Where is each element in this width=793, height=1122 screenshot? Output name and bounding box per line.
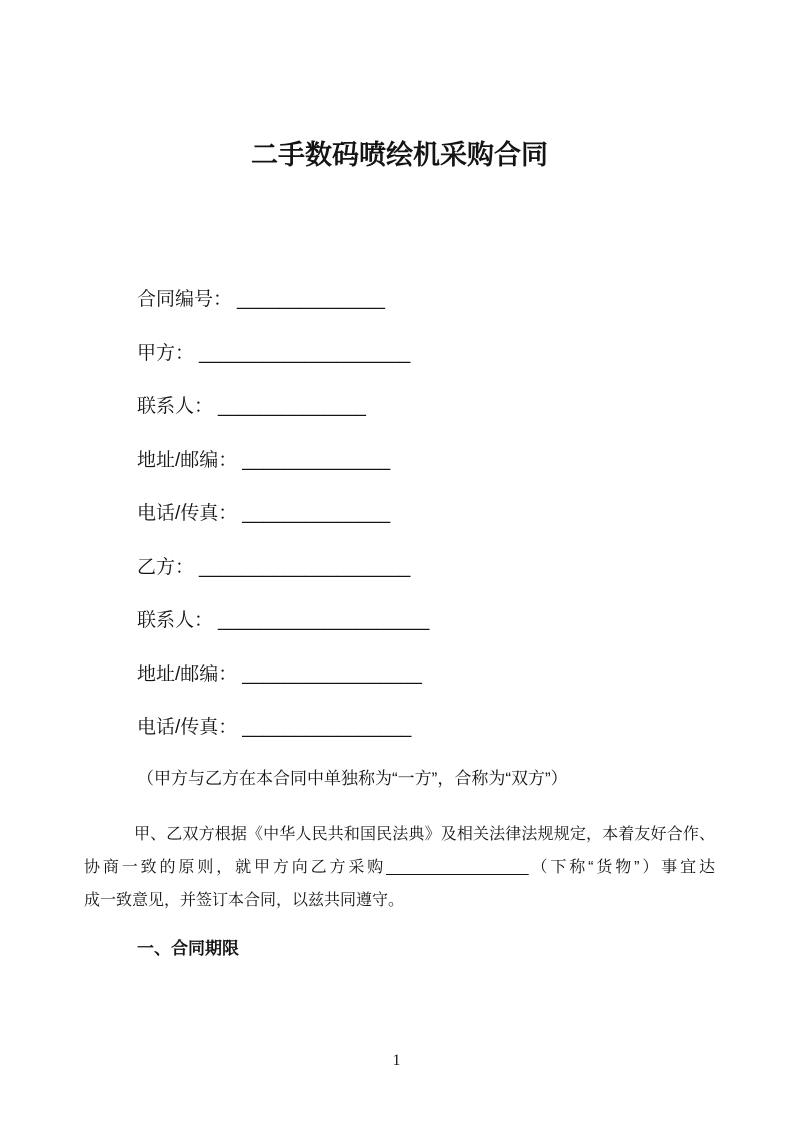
field-label: 联系人： — [137, 396, 214, 417]
field-row-party-a — [137, 341, 715, 367]
field-blank-line[interactable]: ______________ — [218, 396, 366, 417]
field-row-party-a-phone — [137, 501, 715, 527]
field-row-party-b-contact — [137, 608, 715, 634]
field-blank-line[interactable]: ______________ — [242, 503, 391, 524]
field-label: 电话/传真： — [137, 503, 238, 524]
page-title: 二手数码喷绘机采购合同 — [251, 140, 548, 170]
field-label: 合同编号： — [137, 289, 233, 310]
parties-note: （甲方与乙方在本合同中单独称为“一方”，合称为“双方”） — [137, 769, 568, 788]
field-blank-line[interactable]: ____________________ — [199, 556, 411, 578]
intro-line: 协商一致的原则，就甲方向乙方采购________________（下称“货物”）事宜达 — [84, 859, 715, 876]
section-heading-term: 一、合同期限 — [137, 939, 239, 958]
field-blank-line[interactable]: ______________ — [242, 449, 391, 471]
field-row-contract-number — [137, 287, 715, 313]
field-row-party-b-address — [137, 662, 715, 688]
field-label: 乙方： — [137, 556, 195, 578]
field-blank-line[interactable]: ____________________ — [199, 342, 411, 364]
page-number: 1 — [392, 1052, 401, 1069]
field-row-party-b-phone — [137, 715, 715, 741]
field-label: 甲方： — [137, 342, 195, 364]
field-label: 电话/传真： — [137, 717, 238, 738]
field-label: 地址/邮编： — [137, 449, 238, 471]
intro-paragraph — [84, 818, 715, 917]
field-label: 地址/邮编： — [137, 663, 238, 685]
field-blank-line[interactable]: ________________ — [242, 717, 412, 738]
field-row-party-a-contact — [137, 394, 715, 420]
contract-header-fields — [137, 287, 715, 741]
field-label: 联系人： — [137, 610, 214, 631]
field-row-party-a-address — [137, 448, 715, 474]
intro-line: 成一致意见，并签订本合同，以兹共同遵守。 — [84, 892, 405, 909]
field-blank-line[interactable]: ______________ — [237, 289, 385, 310]
field-row-party-b — [137, 555, 715, 581]
intro-line: 甲、乙双方根据《中华人民共和国民法典》及相关法律法规规定，本着友好合作、 — [134, 826, 715, 843]
field-blank-line[interactable]: _________________ — [242, 663, 422, 685]
field-blank-line[interactable]: ____________________ — [218, 610, 430, 631]
